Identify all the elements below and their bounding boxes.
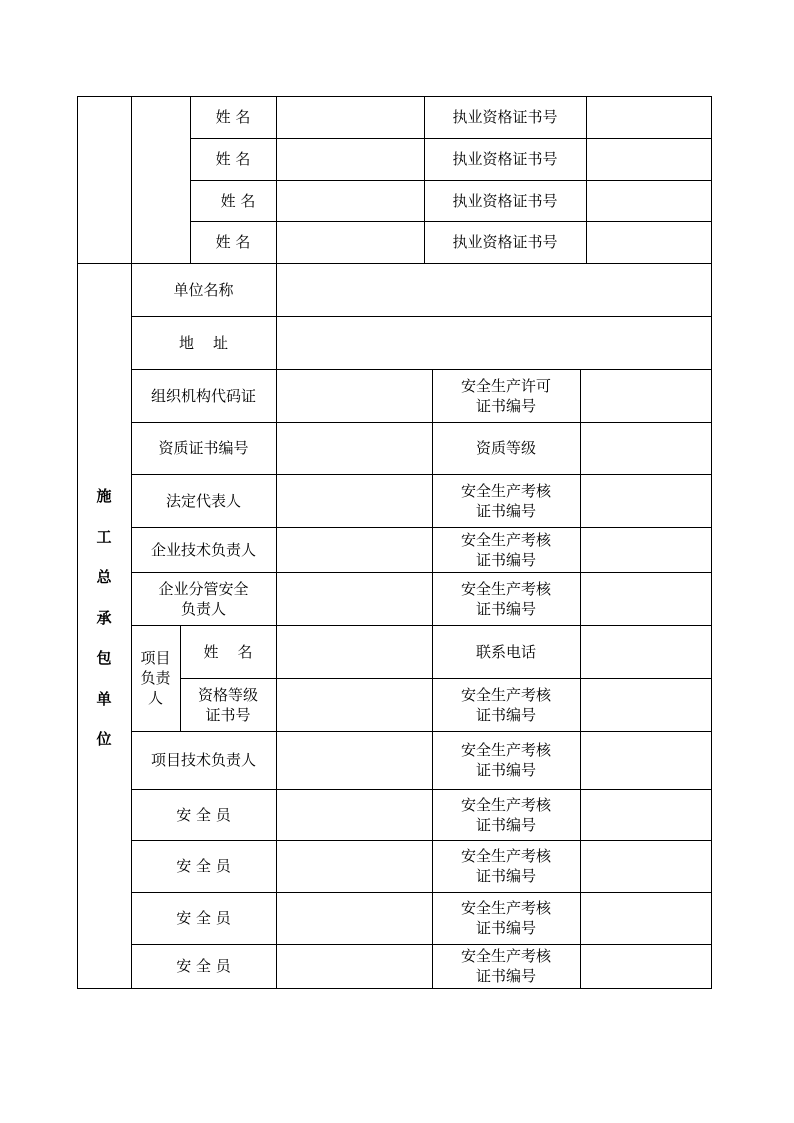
name-label: 姓 名 bbox=[215, 150, 251, 168]
section-label-char: 承 bbox=[96, 608, 112, 627]
name-label: 姓 名 bbox=[220, 191, 256, 210]
safety-assess-cert-label: 安全生产考核 证书编号 bbox=[460, 899, 551, 937]
safety-assess-cert-label: 安全生产考核 证书编号 bbox=[460, 530, 551, 569]
project-tech-head-label: 项目技术负责人 bbox=[150, 751, 256, 769]
safety-assess-cert-label: 安全生产考核 证书编号 bbox=[460, 685, 551, 724]
safety-permit-label: 安全生产许可 证书编号 bbox=[460, 376, 551, 415]
safety-officer-label: 安 全 员 bbox=[176, 857, 231, 875]
tech-head-label: 企业技术负责人 bbox=[150, 540, 256, 559]
safety-assess-cert-label: 安全生产考核 证书编号 bbox=[460, 847, 551, 885]
table-border bbox=[586, 96, 587, 263]
practice-cert-label: 执业资格证书号 bbox=[452, 233, 558, 251]
section-label-char: 总 bbox=[96, 568, 112, 587]
safety-assess-cert-label: 安全生产考核 证书编号 bbox=[460, 741, 551, 779]
section-label-char: 位 bbox=[96, 730, 112, 749]
org-code-label: 组织机构代码证 bbox=[150, 386, 256, 405]
legal-rep-label: 法定代表人 bbox=[165, 491, 241, 510]
safety-head-label: 企业分管安全 负责人 bbox=[158, 579, 249, 618]
practice-cert-label: 执业资格证书号 bbox=[452, 150, 558, 168]
section-label-char: 单 bbox=[96, 689, 112, 708]
practice-cert-label: 执业资格证书号 bbox=[452, 191, 558, 210]
safety-assess-cert-label: 安全生产考核 证书编号 bbox=[460, 795, 551, 834]
project-manager-label: 项目 负责 人 bbox=[140, 649, 171, 707]
safety-officer-label: 安 全 员 bbox=[176, 957, 231, 975]
safety-assess-cert-label: 安全生产考核 证书编号 bbox=[460, 947, 551, 985]
table-border bbox=[77, 96, 712, 97]
practice-cert-label: 执业资格证书号 bbox=[452, 108, 558, 126]
pm-name-label: 姓 名 bbox=[203, 642, 253, 661]
safety-officer-label: 安 全 员 bbox=[176, 805, 231, 824]
table-border bbox=[276, 263, 277, 989]
qualification-grade-label: 资质等级 bbox=[475, 439, 536, 457]
pm-phone-label: 联系电话 bbox=[475, 642, 536, 661]
section-label-char: 包 bbox=[96, 649, 112, 668]
unit-name-label: 单位名称 bbox=[173, 280, 234, 299]
safety-officer-label: 安 全 员 bbox=[176, 909, 231, 927]
address-label: 地 址 bbox=[178, 333, 229, 352]
safety-assess-cert-label: 安全生产考核 证书编号 bbox=[460, 481, 551, 520]
table-border bbox=[77, 988, 712, 989]
qualification-cert-no-label: 资质证书编号 bbox=[158, 439, 249, 457]
safety-assess-cert-label: 安全生产考核 证书编号 bbox=[460, 579, 551, 618]
section-label-char: 施 bbox=[96, 487, 112, 506]
section-label-char: 工 bbox=[96, 527, 112, 546]
name-label: 姓 名 bbox=[215, 233, 251, 251]
general-contractor-section-label bbox=[77, 476, 131, 760]
table-border bbox=[580, 369, 581, 989]
pm-cert-label: 资格等级 证书号 bbox=[197, 685, 258, 724]
name-label: 姓 名 bbox=[215, 108, 251, 126]
table-border bbox=[711, 96, 712, 989]
